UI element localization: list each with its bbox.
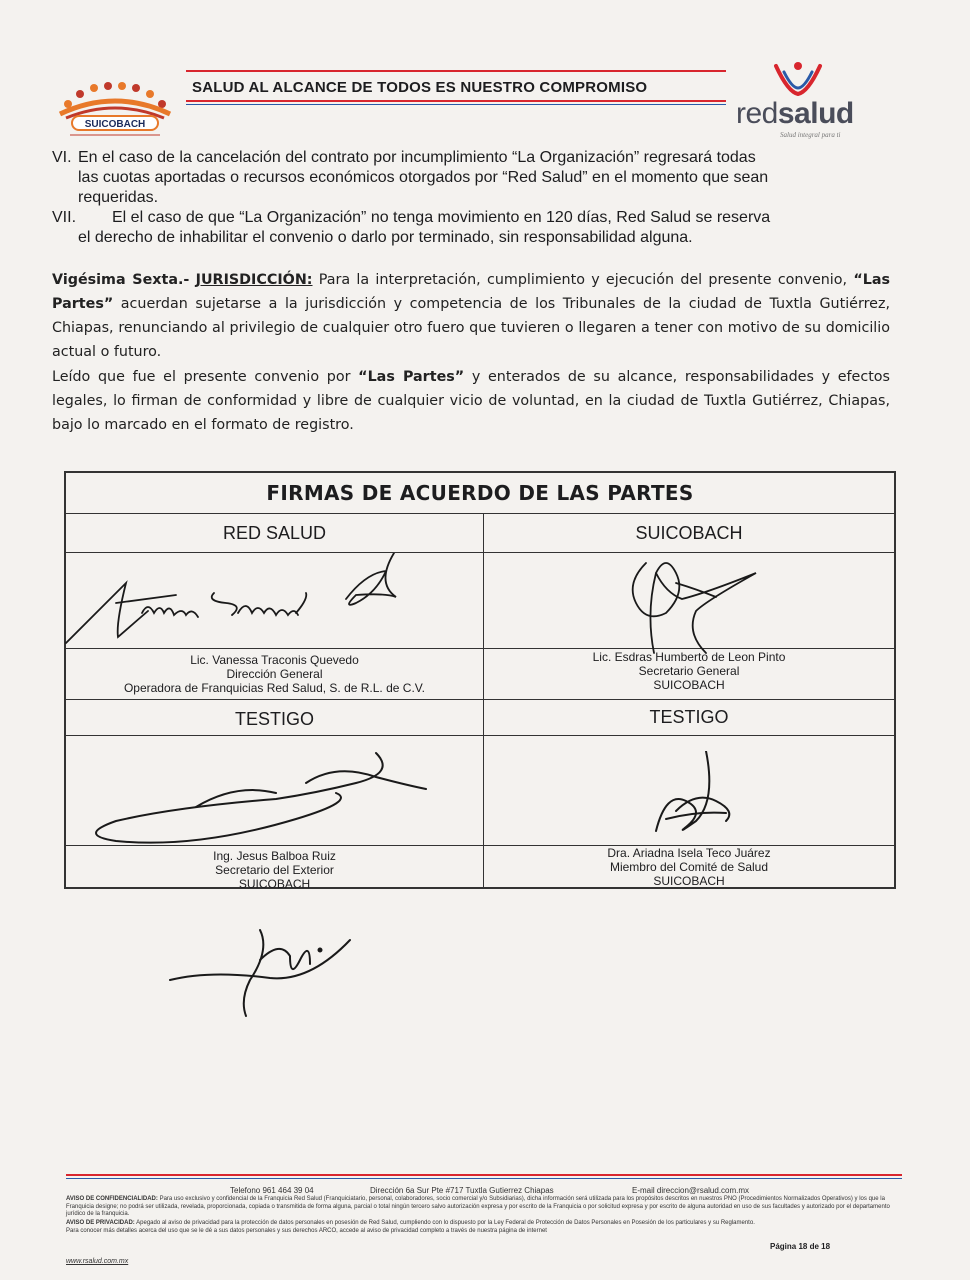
clause-line: las cuotas aportadas o recursos económicos otorgados por “Red Salud” en el momento que sean (78, 169, 769, 186)
witness-role: Secretario del Exterior (215, 863, 334, 877)
signature-traconis (56, 553, 476, 653)
signer-org: SUICOBACH (653, 678, 725, 692)
footer-confidentiality (66, 1196, 902, 1219)
article-jurisdiccion (52, 268, 890, 364)
witness-org: SUICOBACH (238, 877, 311, 891)
witness-role: Miembro del Comité de Salud (609, 860, 769, 874)
clause-line: requeridas. (78, 189, 159, 206)
clause-vi (52, 148, 892, 210)
redsalud-brand (736, 97, 854, 131)
right-party-info (484, 650, 894, 692)
closing-text-after: y enterados de su alcance, responsabilidades y efectos legales, lo firman de conformidad y libre de cualquier vicio de voluntad, en la ciudad de Tuxtla Gutiérrez, Chiapas, bajo lo marcado en el formato de registro. (52, 369, 890, 433)
redsalud-heart-icon (768, 58, 828, 98)
right-party-header: SUICOBACH (635, 523, 743, 543)
footer-rule-red (66, 1174, 902, 1176)
witness-left-header: TESTIGO (234, 709, 314, 729)
article-text-after: acuerdan sujetarse a la jurisdicción y competencia de los Tribunales de la ciudad de Tuxtla Gutiérrez, Chiapas, renunciando al privilegio de cualquier otro fuero que tuvieren o llegaren a tener con motivo de su domicilio actual o futuro. (52, 296, 890, 360)
clause-line: el derecho de inhabilitar el convenio o darlo por terminado, sin responsabilidad alguna. (78, 229, 693, 246)
article-text-before: Para la interpretación, cumplimiento y ejecución del presente convenio, (318, 272, 848, 288)
signer-role: Secretario General (638, 664, 740, 678)
clause-line: En el caso de la cancelación del contrato por incumplimiento “La Organización” regresará todas (78, 149, 756, 166)
signature-extra (150, 920, 360, 1020)
table-divider (66, 513, 894, 514)
signer-org: Operadora de Franquicias Red Salud, S. de R.L. de C.V. (123, 681, 426, 695)
witness-name: Ing. Jesus Balboa Ruiz (213, 849, 336, 863)
brand-salud: salud (777, 97, 854, 130)
witness-org: SUICOBACH (653, 874, 725, 888)
confidentiality-text: Para uso exclusivo y confidencial de la Franquicia Red Salud (Franquiciatario, personal, colaboradores, socio comercial y/o Subsidiarias), dicha información será utilizada para los propósitos descritos en nuestros PNO (Procedimientos Normalizados Operativos) y los que la Franquicia designe; no podrá ser utilizada, revelada, proporcionada, copiada o transmitida de forma alguna, parcial o total ningún tercero salvo autorización expresa y por escrito de la Franquicia o por solicitud expresa y por escrito de alguna autoridad en uso de sus facultades y autorizado por el departamento jurídico de la franquicia. (66, 1196, 890, 1217)
privacy-text: Apegado al aviso de privacidad para la protección de datos personales en posesión de Red Salud, cumpliendo con lo dispuesto por la Ley Federal de Protección de Datos Personales en Posesión de los particulares y su Reglamento. Para conocer más detalles acerca del uso que se le dé a sus datos personales y sus derechos ARCO, accede al aviso de privacidad completo a través de nuestra página de internet (66, 1220, 755, 1234)
signature-teco (636, 751, 756, 841)
clause-line: El el caso de que “La Organización” no tenga movimiento en 120 días, Red Salud se reserva (112, 209, 771, 226)
witness-right-header: TESTIGO (649, 707, 729, 727)
header-slogan: SALUD AL ALCANCE DE TODOS ES NUESTRO COMPROMISO (192, 79, 648, 96)
footer-email: E-mail direccion@rsalud.com.mx (632, 1186, 750, 1195)
footer-address: Dirección 6a Sur Pte #717 Tuxtla Gutierrez Chiapas (370, 1186, 554, 1195)
footer-privacy (66, 1220, 766, 1235)
witness-left-info (66, 849, 483, 891)
brand-tagline: Salud integral para ti (780, 131, 841, 139)
privacy-label: AVISO DE PRIVACIDAD: (66, 1220, 135, 1226)
closing-text-before: Leído que fue el presente convenio por (52, 369, 351, 385)
header-rule-red (186, 70, 726, 72)
table-divider-vertical (483, 513, 484, 889)
signer-role: Dirección General (226, 667, 323, 681)
clause-number: VII. (52, 209, 77, 226)
signature-table-title: FIRMAS DE ACUERDO DE LAS PARTES (266, 481, 694, 505)
signature-leon-pinto (606, 553, 826, 663)
table-divider (66, 735, 894, 736)
page-number: Página 18 de 18 (770, 1242, 831, 1251)
witness-name: Dra. Ariadna Isela Teco Juárez (607, 846, 771, 860)
suicobach-logo (50, 78, 180, 140)
footer-phone: Telefono 961 464 39 04 (230, 1186, 314, 1195)
signature-balboa (76, 743, 436, 853)
suicobach-logo-text: SUICOBACH (84, 119, 146, 130)
header-rule-red-lower (186, 100, 726, 102)
left-party-header: RED SALUD (222, 523, 327, 543)
confidentiality-label: AVISO DE CONFIDENCIALIDAD: (66, 1196, 158, 1202)
article-heading: JURISDICCIÓN: (195, 272, 313, 288)
table-divider (66, 699, 894, 700)
clause-number: VI. (52, 149, 72, 166)
closing-paragraph (52, 365, 890, 437)
las-partes: “Las Partes” (358, 369, 465, 385)
brand-red: red (736, 97, 778, 130)
signer-name: Lic. Vanessa Traconis Quevedo (190, 653, 359, 667)
signature-table (64, 471, 896, 889)
las-partes: “Las Partes” (52, 272, 891, 312)
witness-right-info (484, 846, 894, 888)
clause-vii (52, 208, 892, 250)
article-label: Vigésima Sexta.- (52, 272, 190, 288)
footer-rule-blue (66, 1178, 902, 1179)
header-rule-blue (186, 104, 726, 105)
left-party-info (66, 653, 483, 695)
signer-name: Lic. Esdras Humberto de Leon Pinto (592, 650, 786, 664)
website-link[interactable]: www.rsalud.com.mx (66, 1258, 129, 1265)
